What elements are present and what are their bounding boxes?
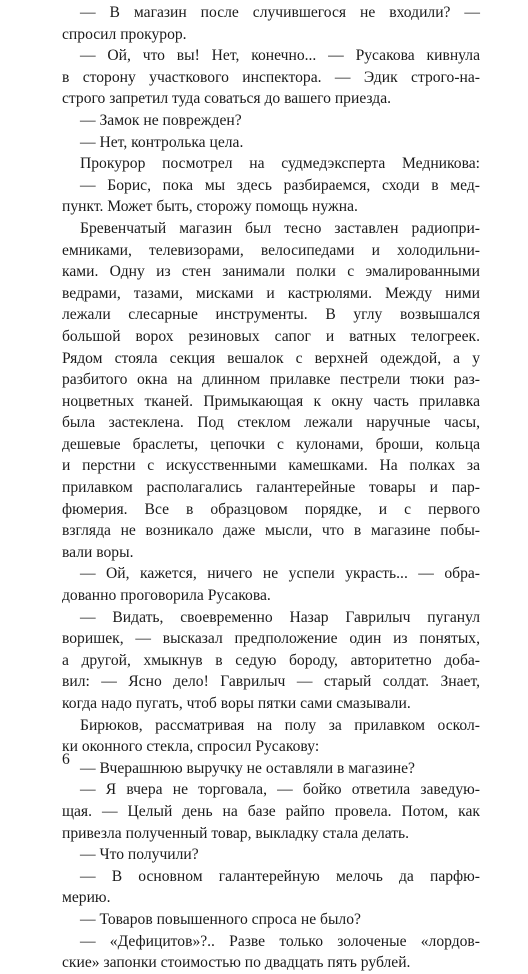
text-line: дованно проговорила Русакова. (62, 587, 271, 605)
text-line: — Замок не поврежден? (80, 111, 242, 129)
text-line: ноцветных тканей. Примыкающая к окну часть прилавка (62, 392, 480, 410)
text-line: дешевые браслеты, цепочки с кулонами, броши, кольца (62, 435, 480, 453)
page-number: 6 (62, 751, 70, 768)
page-body (62, 2, 480, 974)
text-line: ки оконного стекла, спросил Русакову: (62, 738, 320, 756)
text-line: лежали слесарные инструменты. В углу возвышался (62, 306, 480, 324)
text-line: — Я вчера не торговала, — бойко ответила заведую- (80, 781, 480, 799)
text-line: — В магазин после случившегося не входили? — (80, 4, 480, 21)
text-line: — Ой, что вы! Нет, конечно... — Русакова кивнула (80, 47, 480, 65)
text-line: фюмерия. Все в образцовом порядке, и с первого (62, 500, 480, 518)
text-line: когда надо пугать, чтоб воры пятки сами смазывали. (62, 695, 411, 712)
text-line: ками. Одну из стен занимали полки с эмалированными (62, 263, 480, 281)
text-line: щая. — Целый день на базе райпо провела. Потом, как (62, 802, 480, 820)
text-line: вил: — Ясно дело! Гаврилыч — старый солдат. Знает, (62, 673, 480, 691)
text-line: Прокурор посмотрел на судмедэксперта Медникова: (80, 155, 480, 173)
text-line: Бирюков, рассматривая на полу за прилавком оскол- (80, 716, 480, 734)
text-line: — В основном галантерейную мелочь да парфю- (80, 867, 480, 885)
text-line: Рядом стояла секция вешалок с верхней одеждой, а у (62, 349, 480, 367)
text-line: — «Дефицитов»?.. Разве только золоченые «лордов- (80, 932, 480, 950)
text-line: мерию. (62, 889, 111, 907)
text-line: разбитого окна на длинном прилавке пестрели тюки раз- (62, 371, 480, 389)
text-line: большой ворох резиновых сапог и ватных телогреек. (62, 327, 480, 345)
text-line: воришек, — высказал предположение один из понятых, (62, 630, 480, 648)
text-line: емниками, телевизорами, велосипедами и холодильни- (62, 241, 480, 259)
text-line: была застеклена. Под стеклом лежали наручные часы, (62, 414, 480, 432)
text-line: ские» запонки стоимостью по двадцать пять рублей. (62, 954, 411, 972)
text-line: прилавком располагались галантерейные товары и пар- (62, 479, 480, 497)
text-line: и перстни с искусственными камешками. На полках за (62, 457, 480, 475)
text-line: строго запретил туда соваться до вашего приезда. (62, 90, 392, 108)
text-line: пункт. Может быть, сторожу помощь нужна. (62, 198, 358, 216)
text-line: взгляда не возникало даже мысли, что в магазине побы- (62, 522, 480, 540)
text-line: — Видать, своевременно Назар Гаврилыч пуганул (80, 608, 480, 626)
text-line: — Вчерашнюю выручку не оставляли в магазине? (80, 759, 415, 777)
text-line: в сторону участкового инспектора. — Эдик строго-на- (62, 68, 480, 86)
text-line: вали воры. (62, 543, 134, 561)
text-line: — Нет, контролька цела. (80, 133, 244, 151)
text-line: — Ой, кажется, ничего не успели украсть... — обра- (80, 565, 480, 583)
text-line: — Что получили? (80, 846, 199, 864)
text-line: спросил прокурор. (62, 25, 187, 43)
text-line: Бревенчатый магазин был тесно заставлен радиопри- (80, 219, 480, 237)
text-line: — Товаров повышенного спроса не было? (80, 910, 361, 928)
text-line: а другой, хмыкнув в седую бороду, авторитетно доба- (62, 651, 480, 669)
text-line: ведрами, тазами, мисками и кастрюлями. Между ними (62, 284, 480, 302)
text-line: привезла полученный товар, выкладку стала делать. (62, 824, 410, 842)
text-line: — Борис, пока мы здесь разбираемся, сходи в мед- (80, 176, 480, 194)
